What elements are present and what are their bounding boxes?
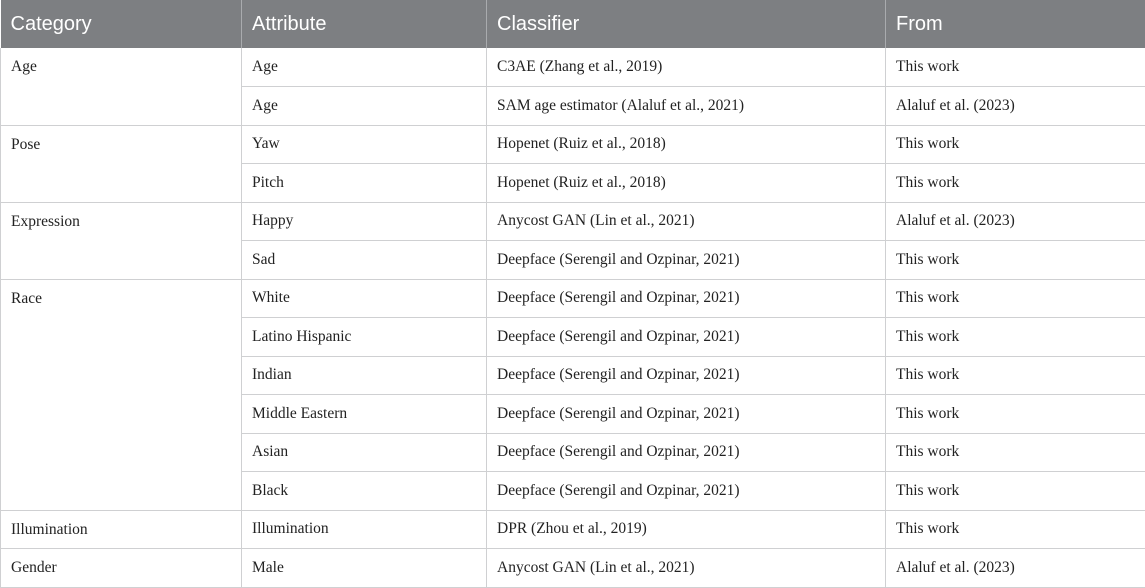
- table-row: [1, 125, 1145, 164]
- classifier-cell: C3AE (Zhang et al., 2019): [487, 48, 886, 87]
- table-row: [1, 48, 1145, 87]
- attribute-cell: Yaw: [242, 125, 487, 164]
- attribute-cell: Middle Eastern: [242, 395, 487, 434]
- attribute-cell: Age: [242, 87, 487, 126]
- from-cell: This work: [886, 433, 1145, 472]
- classifier-cell: SAM age estimator (Alaluf et al., 2021): [487, 87, 886, 126]
- classifier-cell: Deepface (Serengil and Ozpinar, 2021): [487, 472, 886, 511]
- from-cell: This work: [886, 318, 1145, 357]
- table-row: [1, 279, 1145, 318]
- header-row: [1, 0, 1145, 48]
- classifier-cell: DPR (Zhou et al., 2019): [487, 510, 886, 549]
- from-cell: This work: [886, 164, 1145, 203]
- category-cell: Expression: [1, 202, 242, 279]
- from-cell: Alaluf et al. (2023): [886, 202, 1145, 241]
- classifier-cell: Hopenet (Ruiz et al., 2018): [487, 125, 886, 164]
- classifier-cell: Anycost GAN (Lin et al., 2021): [487, 549, 886, 588]
- table-row: [1, 549, 1145, 588]
- category-cell: Illumination: [1, 510, 242, 549]
- attribute-cell: Pitch: [242, 164, 487, 203]
- classifier-cell: Deepface (Serengil and Ozpinar, 2021): [487, 318, 886, 357]
- from-cell: This work: [886, 125, 1145, 164]
- header-category: Category: [1, 0, 242, 48]
- classifier-cell: Deepface (Serengil and Ozpinar, 2021): [487, 395, 886, 434]
- table-body: [1, 48, 1145, 587]
- header-from: From: [886, 0, 1145, 48]
- classifier-cell: Hopenet (Ruiz et al., 2018): [487, 164, 886, 203]
- from-cell: This work: [886, 472, 1145, 511]
- attribute-cell: Age: [242, 48, 487, 87]
- from-cell: This work: [886, 356, 1145, 395]
- category-cell: Race: [1, 279, 242, 510]
- classifier-cell: Anycost GAN (Lin et al., 2021): [487, 202, 886, 241]
- classifier-cell: Deepface (Serengil and Ozpinar, 2021): [487, 241, 886, 280]
- category-cell: Age: [1, 48, 242, 125]
- attribute-cell: Latino Hispanic: [242, 318, 487, 357]
- classifier-cell: Deepface (Serengil and Ozpinar, 2021): [487, 356, 886, 395]
- from-cell: This work: [886, 279, 1145, 318]
- attribute-cell: Sad: [242, 241, 487, 280]
- attribute-cell: Happy: [242, 202, 487, 241]
- from-cell: This work: [886, 395, 1145, 434]
- table-row: [1, 202, 1145, 241]
- attribute-cell: Illumination: [242, 510, 487, 549]
- classifier-cell: Deepface (Serengil and Ozpinar, 2021): [487, 433, 886, 472]
- table-row: [1, 510, 1145, 549]
- attribute-cell: Black: [242, 472, 487, 511]
- classifier-cell: Deepface (Serengil and Ozpinar, 2021): [487, 279, 886, 318]
- attribute-cell: Asian: [242, 433, 487, 472]
- from-cell: Alaluf et al. (2023): [886, 87, 1145, 126]
- from-cell: This work: [886, 510, 1145, 549]
- table-header: [1, 0, 1145, 48]
- from-cell: Alaluf et al. (2023): [886, 549, 1145, 588]
- header-attribute: Attribute: [242, 0, 487, 48]
- from-cell: This work: [886, 48, 1145, 87]
- from-cell: This work: [886, 241, 1145, 280]
- header-classifier: Classifier: [487, 0, 886, 48]
- attribute-cell: Indian: [242, 356, 487, 395]
- category-cell: Gender: [1, 549, 242, 588]
- category-cell: Pose: [1, 125, 242, 202]
- attribute-cell: Male: [242, 549, 487, 588]
- attribute-cell: White: [242, 279, 487, 318]
